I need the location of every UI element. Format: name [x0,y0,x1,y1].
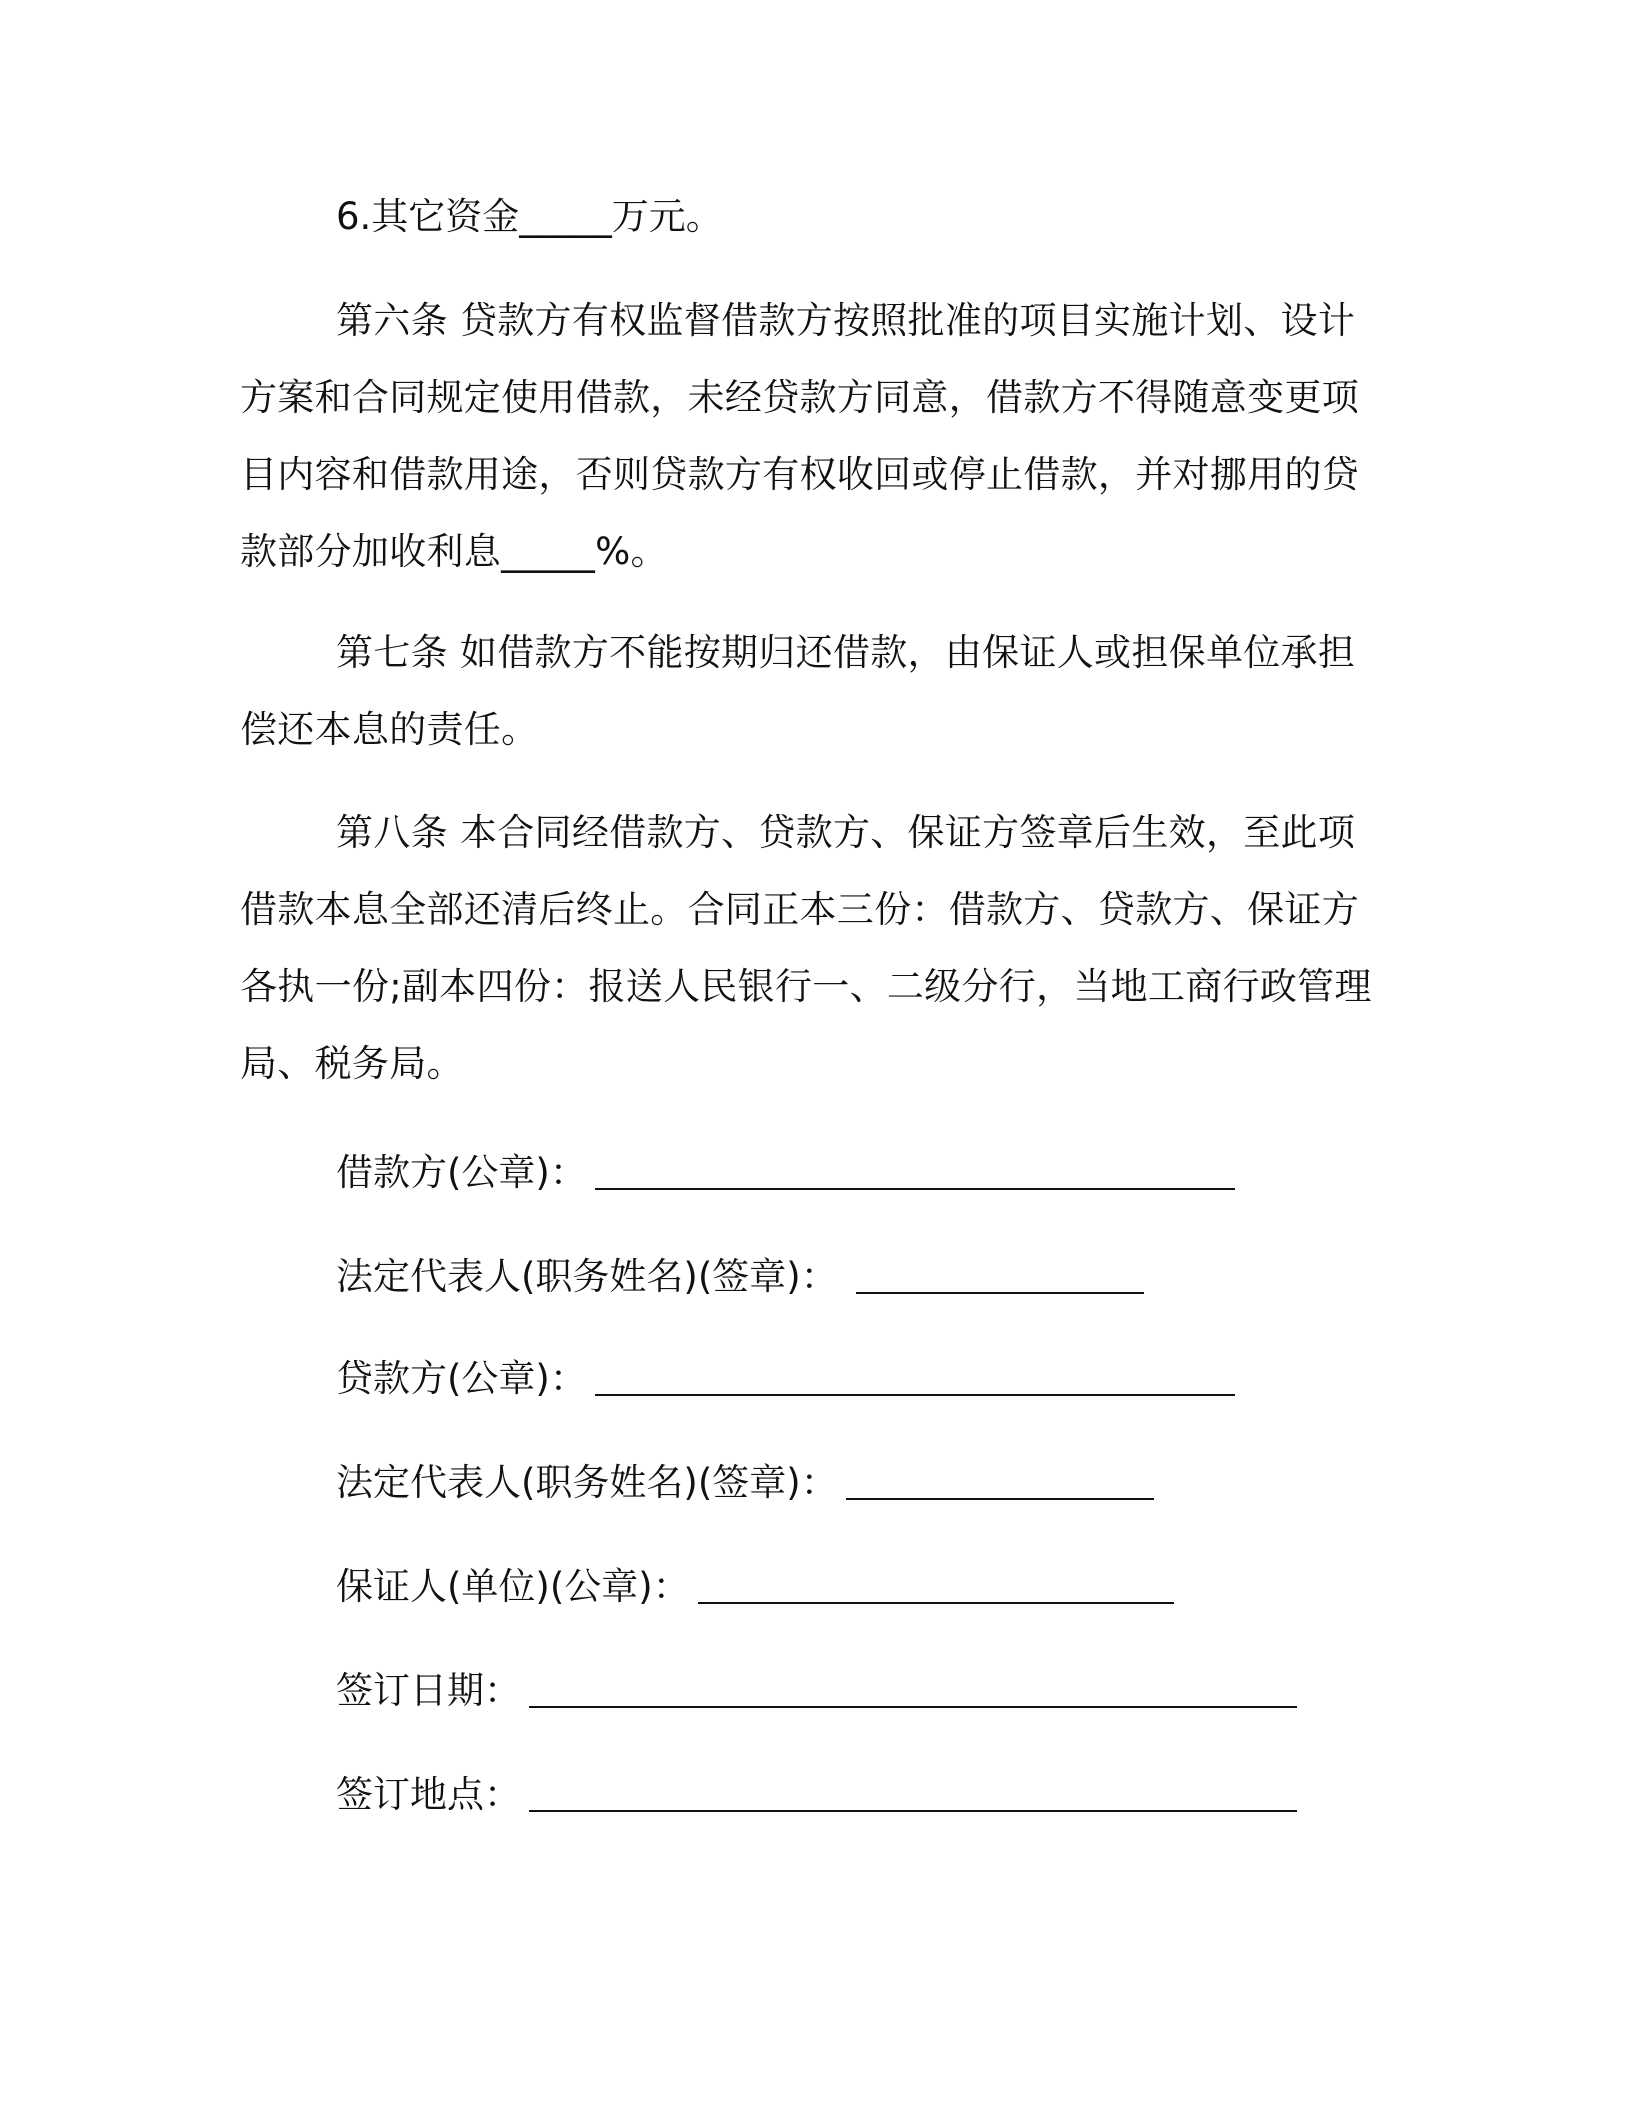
borrower-seal-label: 借款方(公章)： [336,1151,587,1194]
sign-date-label: 签订日期： [336,1669,521,1712]
sign-place-line [336,1770,1297,1820]
lender-rep-line [336,1458,1154,1508]
lender-rep-label: 法定代表人(职务姓名)(签章)： [336,1461,838,1504]
sign-place-label: 签订地点： [336,1773,521,1816]
guarantor-seal-label: 保证人(单位)(公章)： [336,1565,690,1608]
lender-rep-blank [846,1468,1154,1500]
lender-seal-label: 贷款方(公章)： [336,1357,587,1400]
borrower-rep-blank [856,1262,1144,1294]
item-6-other-funds: 6.其它资金_____万元。 [336,195,723,238]
article-6: 第六条 贷款方有权监督借款方按照批准的项目实施计划、设计方案和合同规定使用借款，未经贷款方同意，借款方不得随意变更项目内容和借款用途，否则贷款方有权收回或停止借款，并对挪用的贷款部分加收利息_____%。 [240,299,1359,573]
lender-seal-blank [595,1364,1235,1396]
article-8: 第八条 本合同经借款方、贷款方、保证方签章后生效，至此项借款本息全部还清后终止。合同正本三份：借款方、贷款方、保证方各执一份;副本四份：报送人民银行一、二级分行，当地工商行政管理局、税务局。 [240,811,1372,1085]
sign-date-blank [529,1676,1297,1708]
sign-place-blank [529,1780,1297,1812]
borrower-rep-label: 法定代表人(职务姓名)(签章)： [336,1255,838,1298]
borrower-seal-blank [595,1158,1235,1190]
lender-seal-line [336,1354,1235,1404]
borrower-seal-line [336,1148,1235,1198]
sign-date-line [336,1666,1297,1716]
borrower-rep-line [336,1252,1144,1302]
article-7: 第七条 如借款方不能按期归还借款，由保证人或担保单位承担偿还本息的责任。 [240,631,1356,751]
guarantor-seal-line [336,1562,1174,1612]
guarantor-seal-blank [698,1572,1174,1604]
